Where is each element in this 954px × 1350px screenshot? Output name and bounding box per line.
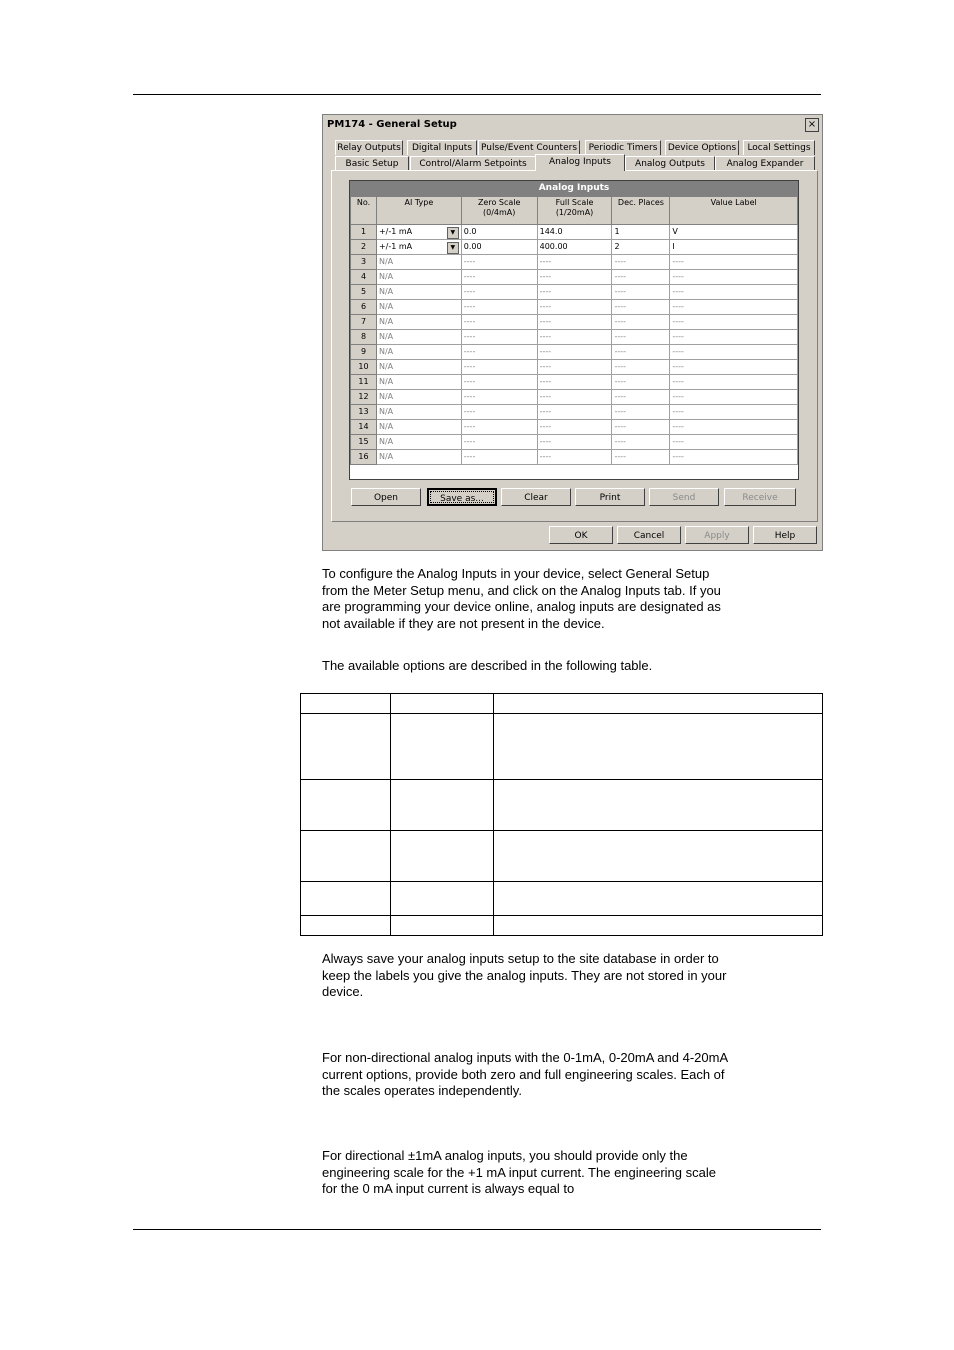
grid-cell[interactable] [670,345,798,360]
close-icon[interactable]: × [805,118,819,132]
grid-cell[interactable] [670,270,798,285]
grid-cell[interactable] [376,300,461,315]
row-number [351,270,377,285]
grid-cell[interactable] [537,255,612,270]
table-row[interactable] [351,300,798,315]
grid-cell[interactable] [376,375,461,390]
cell-value: 3 [360,257,367,266]
tab-periodic-timers[interactable]: Periodic Timers [585,140,661,155]
grid-cell[interactable] [537,375,612,390]
cell-value: ---- [614,257,627,266]
cell-value: 10 [358,362,369,371]
cell-value: ---- [672,437,684,446]
grid-cell[interactable] [670,450,798,465]
cell-value: 2 [614,242,620,251]
clear-button[interactable]: Clear [501,488,571,506]
cell-value: 11 [358,377,369,386]
grid-cell[interactable] [670,285,798,300]
cell-value: ---- [463,362,476,371]
grid-cell[interactable] [461,450,537,465]
cell-value: 16 [358,452,369,461]
tab-relay-outputs[interactable]: Relay Outputs [335,140,403,155]
cell-value: ---- [539,347,552,356]
row-number [351,300,377,315]
cell-value: ---- [672,257,684,266]
tab-control-alarm-setpoints[interactable]: Control/Alarm Setpoints [410,156,536,171]
row-number [351,285,377,300]
cell-value: ---- [539,422,552,431]
grid-cell[interactable] [670,390,798,405]
cell-value: ---- [672,287,684,296]
send-button[interactable]: Send [649,488,719,506]
row-number [351,225,377,240]
dialog-title: PM174 - General Setup [327,119,457,130]
analog-inputs-table [350,196,798,465]
cell-value: ---- [539,332,552,341]
grid-cell[interactable] [612,360,670,375]
cell-value: ---- [463,347,476,356]
table-row[interactable] [351,375,798,390]
cell-value: 4 [360,272,367,281]
row-number [351,390,377,405]
cell-value: ---- [463,332,476,341]
options-intro: The available options are described in the following table. [322,658,653,673]
cell-value: ---- [614,302,627,311]
cell-value: ---- [539,302,552,311]
table-row [301,916,823,936]
header-rule [133,94,821,95]
grid-cell[interactable] [537,405,612,420]
cell-value: N/A [378,347,394,356]
cell-value: ---- [614,437,627,446]
cell-value: N/A [378,437,394,446]
ok-button[interactable]: OK [549,526,613,544]
row-number [351,330,377,345]
table-row [301,694,823,714]
cell-value: 400.00 [539,242,568,251]
table-row[interactable] [351,450,798,465]
grid-cell[interactable] [612,285,670,300]
cell-value: ---- [463,257,476,266]
cell-value: 1 [614,227,620,236]
grid-cell[interactable] [612,345,670,360]
table-row[interactable] [351,225,798,240]
cell-value: 13 [358,407,369,416]
cell-value: N/A [378,392,394,401]
tab-digital-inputs[interactable]: Digital Inputs [407,140,477,155]
grid-cell[interactable] [461,360,537,375]
print-button[interactable]: Print [575,488,645,506]
grid-cell[interactable] [612,375,670,390]
tab-basic-setup[interactable]: Basic Setup [335,156,409,171]
cell-value: I [672,242,675,251]
cell-value: ---- [672,347,684,356]
table-row [301,831,823,882]
grid-cell[interactable] [670,315,798,330]
grid-cell[interactable] [612,390,670,405]
cell-value: ---- [539,437,552,446]
grid-cell[interactable] [612,240,670,255]
cell-value: 2 [360,242,367,251]
cell-value: ---- [614,317,627,326]
cell-value: 1 [360,227,367,236]
cell-value: ---- [614,287,627,296]
grid-cell[interactable] [461,345,537,360]
grid-cell[interactable] [461,300,537,315]
cell-value: ---- [539,452,552,461]
grid-cell[interactable] [461,375,537,390]
cell-value: ---- [672,332,684,341]
cell-value: N/A [378,362,394,371]
cell-value: ---- [463,317,476,326]
cell-value: ---- [672,422,684,431]
row-number [351,405,377,420]
options-table [300,693,823,936]
grid-cell[interactable] [376,240,461,255]
table-row[interactable] [351,360,798,375]
cell-value: 9 [360,347,367,356]
cell-value: ---- [672,392,684,401]
grid-cell[interactable] [376,390,461,405]
tab-local-settings[interactable]: Local Settings [743,140,815,155]
cell-value: ---- [614,452,627,461]
table-row [301,714,823,780]
cell-value: ---- [672,407,684,416]
grid-cell[interactable] [612,315,670,330]
row-number [351,345,377,360]
cell-value: +/-1 mA [378,242,413,251]
cell-value: ---- [614,332,627,341]
cell-value: 5 [360,287,367,296]
grid-cell[interactable] [376,435,461,450]
cell-value: ---- [539,362,552,371]
cell-value: N/A [378,407,394,416]
cell-value: 0.0 [463,227,477,236]
cell-value: ---- [614,377,627,386]
cell-value: N/A [378,422,394,431]
cell-value: ---- [614,392,627,401]
cell-value: ---- [539,392,552,401]
table-row[interactable] [351,345,798,360]
column-header: AI Type [376,197,461,225]
save-as-button[interactable]: Save as... [427,488,497,506]
grid-cell[interactable] [461,420,537,435]
cell-value: N/A [378,332,394,341]
grid-cell[interactable] [461,270,537,285]
cell-value: ---- [463,377,476,386]
row-number [351,255,377,270]
table-row[interactable] [351,420,798,435]
cell-value: ---- [672,452,684,461]
grid-cell[interactable] [612,270,670,285]
cell-value: N/A [378,287,394,296]
cell-value: ---- [539,317,552,326]
grid-cell[interactable] [376,270,461,285]
open-button[interactable]: Open [351,488,421,506]
grid-cell[interactable] [670,405,798,420]
grid-cell[interactable] [537,300,612,315]
grid-cell[interactable] [537,315,612,330]
grid-cell[interactable] [612,255,670,270]
grid-cell[interactable] [537,285,612,300]
grid-cell[interactable] [670,225,798,240]
cell-value: ---- [672,362,684,371]
column-header: Value Label [670,197,798,225]
grid-cell[interactable] [376,420,461,435]
column-header: Full Scale (1/20mA) [537,197,612,225]
grid-cell[interactable] [461,405,537,420]
table-row[interactable] [351,330,798,345]
nondirectional-paragraph: For non-directional analog inputs with the 0-1mA, 0-20mA and 4-20mA current options, provide both zero and full engineering scales. Each of the scales operates independently. [322,1050,728,1098]
save-note-paragraph: Always save your analog inputs setup to the site database in order to keep the labels you give the analog inputs. They are not stored in your device. [322,951,727,999]
grid-cell[interactable] [461,255,537,270]
grid-cell[interactable] [670,330,798,345]
column-header: Zero Scale (0/4mA) [461,197,537,225]
table-row [301,882,823,916]
table-row[interactable] [351,405,798,420]
apply-button[interactable]: Apply [685,526,749,544]
cell-value: ---- [463,452,476,461]
table-row [301,780,823,831]
grid-cell[interactable] [376,450,461,465]
grid-cell[interactable] [612,330,670,345]
grid-cell[interactable] [537,330,612,345]
grid-cell[interactable] [612,225,670,240]
column-header: No. [351,197,377,225]
cell-value: ---- [614,422,627,431]
grid-cell[interactable] [461,240,537,255]
grid-cell[interactable] [376,405,461,420]
cell-value: ---- [539,272,552,281]
receive-button[interactable]: Receive [724,488,796,506]
grid-cell[interactable] [670,420,798,435]
grid-cell[interactable] [612,435,670,450]
title-bar [325,117,820,133]
table-row[interactable] [351,390,798,405]
grid-cell[interactable] [537,345,612,360]
grid-cell[interactable] [670,375,798,390]
cell-value: ---- [614,407,627,416]
grid-cell[interactable] [376,255,461,270]
grid-cell[interactable] [376,225,461,240]
grid-cell[interactable] [537,225,612,240]
grid-cell[interactable] [670,300,798,315]
cell-value: +/-1 mA [378,227,413,236]
cell-value: N/A [378,377,394,386]
table-row[interactable] [351,435,798,450]
table-row[interactable] [351,255,798,270]
tab-device-options[interactable]: Device Options [665,140,739,155]
grid-cell[interactable] [537,270,612,285]
grid-cell[interactable] [461,390,537,405]
grid-cell[interactable] [461,285,537,300]
cell-value: 144.0 [539,227,563,236]
tab-analog-inputs[interactable]: Analog Inputs [535,154,625,171]
row-number [351,420,377,435]
cell-value: N/A [378,257,394,266]
row-number [351,435,377,450]
dropdown-arrow-icon[interactable]: ▼ [447,242,459,254]
dropdown-arrow-icon[interactable]: ▼ [447,227,459,239]
cell-value: ---- [463,407,476,416]
tab-pulse-event-counters[interactable]: Pulse/Event Counters [478,140,580,155]
table-row[interactable] [351,285,798,300]
grid-cell[interactable] [612,420,670,435]
grid-cell[interactable] [670,435,798,450]
grid-title: Analog Inputs [350,181,798,196]
grid-cell[interactable] [461,330,537,345]
cell-value: ---- [614,362,627,371]
cell-value: ---- [539,287,552,296]
cell-value: ---- [614,272,627,281]
grid-cell[interactable] [670,255,798,270]
intro-paragraph: To configure the Analog Inputs in your device, select General Setup from the Meter Setup menu, and click on the Analog Inputs tab. If you are programming your device online, analog inputs are designated as not available if they are not present in the device. [322,566,721,631]
table-row[interactable] [351,270,798,285]
row-number [351,240,377,255]
help-button[interactable]: Help [753,526,817,544]
directional-paragraph: For directional ±1mA analog inputs, you should provide only the engineering scale for the +1 mA input current. The engineering scale for the 0 mA input current is always equal to [322,1148,716,1196]
grid-cell[interactable] [670,240,798,255]
cell-value: ---- [539,407,552,416]
grid-cell[interactable] [376,330,461,345]
tab-analog-expander[interactable]: Analog Expander [715,156,815,171]
grid-cell[interactable] [376,360,461,375]
analog-inputs-grid [349,180,799,480]
cell-value: ---- [463,437,476,446]
grid-cell[interactable] [461,225,537,240]
grid-cell[interactable] [376,285,461,300]
tab-analog-outputs[interactable]: Analog Outputs [625,156,715,171]
cell-value: 12 [358,392,369,401]
row-number [351,315,377,330]
grid-cell[interactable] [376,315,461,330]
cell-value: 8 [360,332,367,341]
row-number [351,375,377,390]
general-setup-dialog [322,114,823,551]
cell-value: ---- [463,287,476,296]
cell-value: ---- [672,302,684,311]
cell-value: ---- [539,377,552,386]
grid-cell[interactable] [612,450,670,465]
cell-value: ---- [672,377,684,386]
column-header: Dec. Places [612,197,670,225]
footer-rule [133,1229,821,1230]
grid-cell[interactable] [461,315,537,330]
cell-value: ---- [463,302,476,311]
cell-value: N/A [378,317,394,326]
grid-cell[interactable] [612,300,670,315]
row-number [351,450,377,465]
grid-cell[interactable] [670,360,798,375]
cell-value: 15 [358,437,369,446]
cell-value: 6 [360,302,367,311]
cell-value: ---- [463,392,476,401]
table-row[interactable] [351,315,798,330]
cell-value: 14 [358,422,369,431]
grid-cell[interactable] [537,435,612,450]
cell-value: V [672,227,678,236]
cell-value: ---- [463,422,476,431]
cell-value: ---- [672,272,684,281]
cell-value: 0.00 [463,242,482,251]
grid-cell[interactable] [537,360,612,375]
cell-value: 7 [360,317,367,326]
cell-value: ---- [539,257,552,266]
cell-value: N/A [378,452,394,461]
cancel-button[interactable]: Cancel [617,526,681,544]
grid-cell[interactable] [612,405,670,420]
row-number [351,360,377,375]
grid-cell[interactable] [537,420,612,435]
grid-cell[interactable] [461,435,537,450]
table-row[interactable] [351,240,798,255]
cell-value: ---- [614,347,627,356]
grid-cell[interactable] [537,450,612,465]
cell-value: N/A [378,272,394,281]
cell-value: ---- [463,272,476,281]
cell-value: ---- [672,317,684,326]
grid-cell[interactable] [537,390,612,405]
cell-value: N/A [378,302,394,311]
grid-cell[interactable] [537,240,612,255]
grid-cell[interactable] [376,345,461,360]
